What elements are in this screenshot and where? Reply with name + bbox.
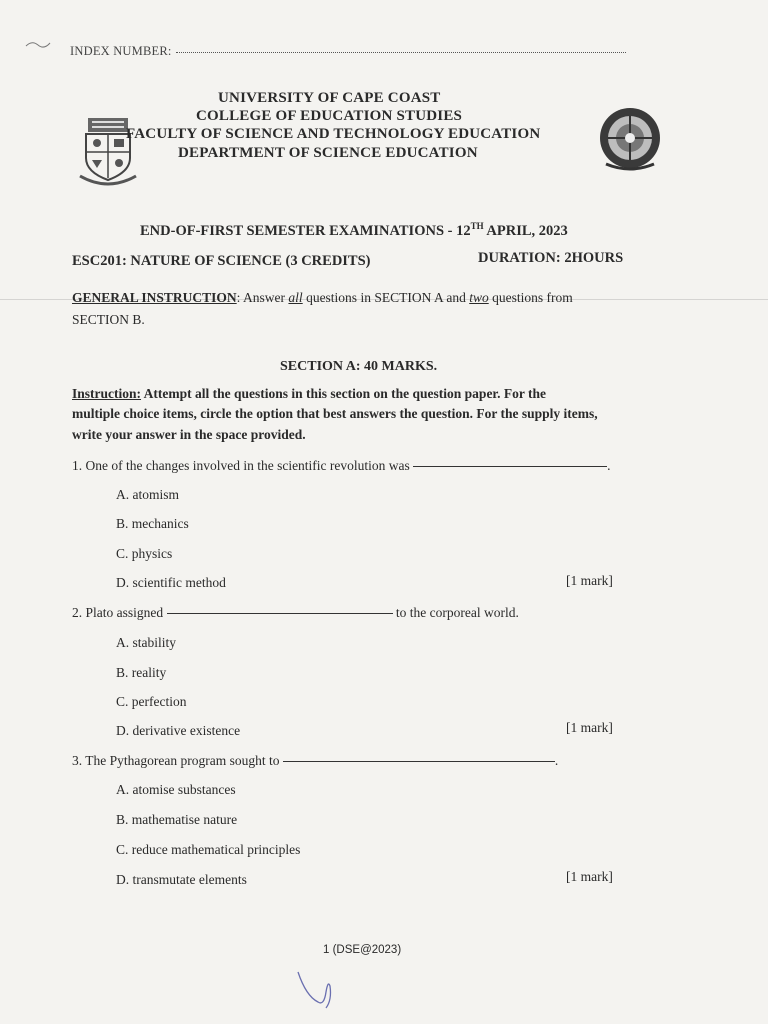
index-number-label: INDEX NUMBER: [70,44,172,58]
question-3-option-b[interactable]: B. mathematise nature [116,812,238,827]
index-number-line [70,44,626,59]
question-1-option-d[interactable]: D. scientific method [116,575,226,590]
question-3-answer-blank[interactable] [283,761,555,762]
question-2-mark: [1 mark] [566,720,613,735]
exam-title: END-OF-FIRST SEMESTER EXAMINATIONS - 12TH APRIL, 2023 [140,221,568,239]
university-name: UNIVERSITY OF CAPE COAST [218,90,441,106]
question-2-option-a[interactable]: A. stability [116,635,176,650]
question-3-option-d[interactable]: D. transmutate elements [116,872,247,887]
question-1-option-c[interactable]: C. physics [116,546,173,561]
question-3-option-a[interactable]: A. atomise substances [116,782,236,797]
index-number-field[interactable] [176,52,626,53]
college-name: COLLEGE OF EDUCATION STUDIES [196,108,463,124]
question-3-option-c[interactable]: C. reduce mathematical principles [116,842,301,857]
question-3-mark: [1 mark] [566,869,613,884]
department-name: DEPARTMENT OF SCIENCE EDUCATION [178,145,478,161]
section-a-title: SECTION A: 40 MARKS. [280,359,438,374]
question-2-answer-blank[interactable] [167,613,393,614]
question-1-answer-blank[interactable] [413,466,607,467]
general-instruction: GENERAL INSTRUCTION: Answer all questions in SECTION A and two questions from [72,290,573,305]
general-instruction-line2: SECTION B. [72,312,145,327]
handwritten-check-mark-icon [296,962,356,1012]
faculty-name: FACULTY OF SCIENCE AND TECHNOLOGY EDUCATION [126,126,541,142]
pen-mark-icon [24,38,52,52]
section-instruction-line3: write your answer in the space provided. [72,427,306,442]
question-1-stem: 1. One of the changes involved in the scientific revolution was . [72,458,611,473]
question-2-option-d[interactable]: D. derivative existence [116,723,241,738]
college-seal-icon [598,104,662,172]
section-instruction: Instruction: Attempt all the questions in this section on the question paper. For the [72,386,547,401]
page-footer: 1 (DSE@2023) [323,944,402,956]
course-title: ESC201: NATURE OF SCIENCE (3 CREDITS) [72,253,371,269]
section-instruction-line2: multiple choice items, circle the option that best answers the question. For the supply items, [72,406,598,421]
question-1-option-a[interactable]: A. atomism [116,487,179,502]
question-2-option-c[interactable]: C. perfection [116,694,187,709]
question-2-option-b[interactable]: B. reality [116,665,167,680]
exam-duration: DURATION: 2HOURS [478,250,624,266]
question-2-stem: 2. Plato assigned to the corporeal world. [72,605,519,620]
question-1-option-b[interactable]: B. mechanics [116,516,189,531]
question-1-mark: [1 mark] [566,573,613,588]
question-3-stem: 3. The Pythagorean program sought to . [72,753,559,768]
